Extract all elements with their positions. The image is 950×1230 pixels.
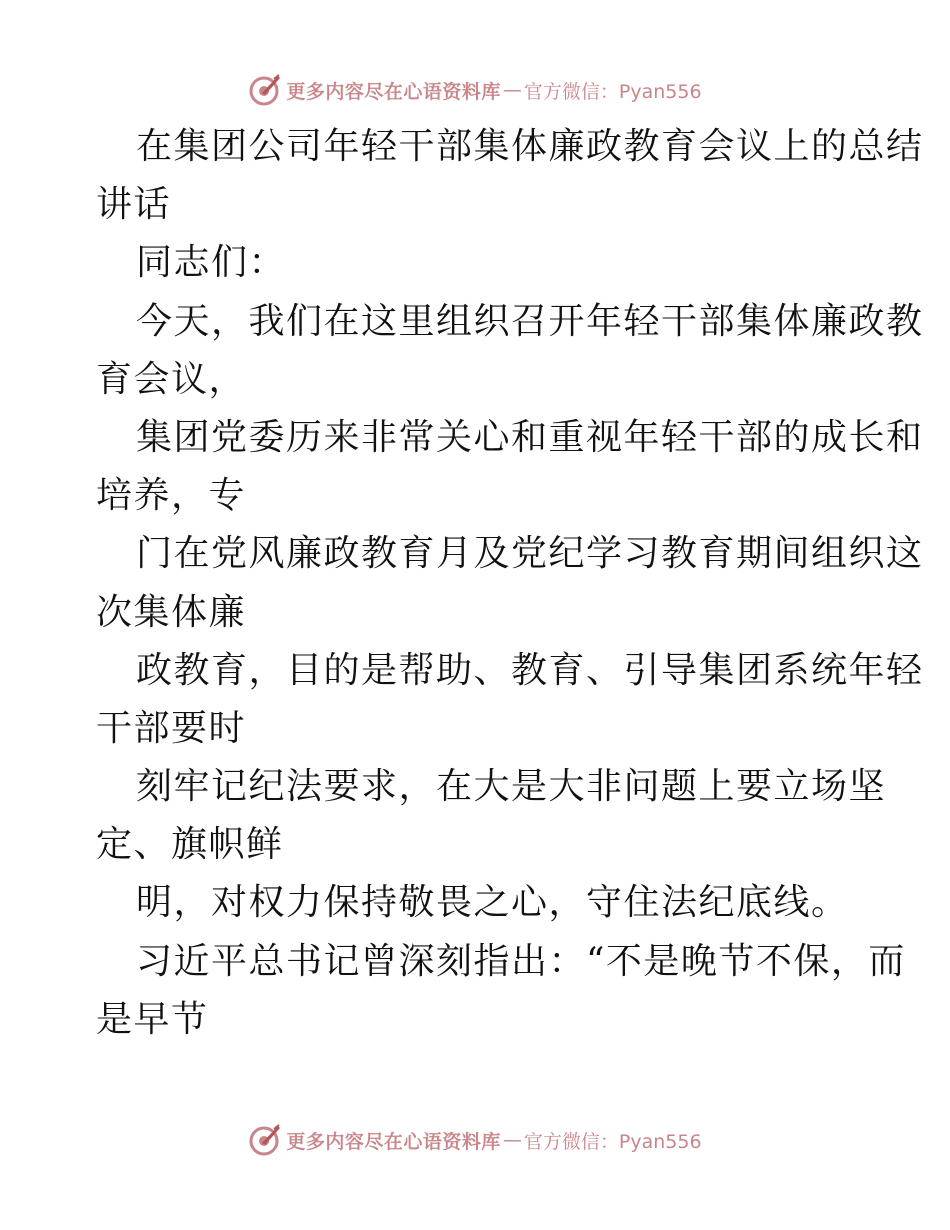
text-line: 在集团公司年轻干部集体廉政教育会议上的总结 [136,126,924,167]
text-line: 讲话 [96,184,172,226]
watermark-wechat: 官方微信：Pyan556 [523,80,702,103]
text-line: 培养，专 [96,475,247,517]
text-line: 明，对权力保持敬畏之心，守住法纪底线。 [136,882,849,924]
text-line: 今天，我们在这里组织召开年轻干部集体廉政教 [136,300,924,342]
text-line: 是早节 [96,998,209,1040]
text-line: 干部要时 [96,707,247,749]
text-line: 育会议， [96,358,247,400]
document-body [96,118,924,1049]
watermark-separator: — [502,1129,522,1151]
watermark-wechat: 官方微信：Pyan556 [523,1130,702,1153]
text-line: 同志们： [136,242,287,284]
watermark-text: 更多内容尽在心语资料库 [286,1130,501,1153]
quill-seal-icon [248,1123,282,1157]
watermark-separator: — [502,79,522,101]
footer-watermark [0,1120,950,1160]
quill-seal-icon [248,73,282,107]
text-line: 门在党风廉政教育月及党纪学习教育期间组织这 [136,533,924,575]
text-line: 政教育，目的是帮助、教育、引导集团系统年轻 [136,649,924,691]
text-line: 习近平总书记曾深刻指出：“不是晚节不保，而 [136,940,906,982]
watermark-text: 更多内容尽在心语资料库 [286,80,501,103]
text-line: 次集体廉 [96,591,247,633]
header-watermark [0,70,950,110]
text-line: 定、旗帜鲜 [96,824,284,866]
text-line: 刻牢记纪法要求，在大是大非问题上要立场坚 [136,766,887,808]
text-line: 集团党委历来非常关心和重视年轻干部的成长和 [136,416,924,458]
